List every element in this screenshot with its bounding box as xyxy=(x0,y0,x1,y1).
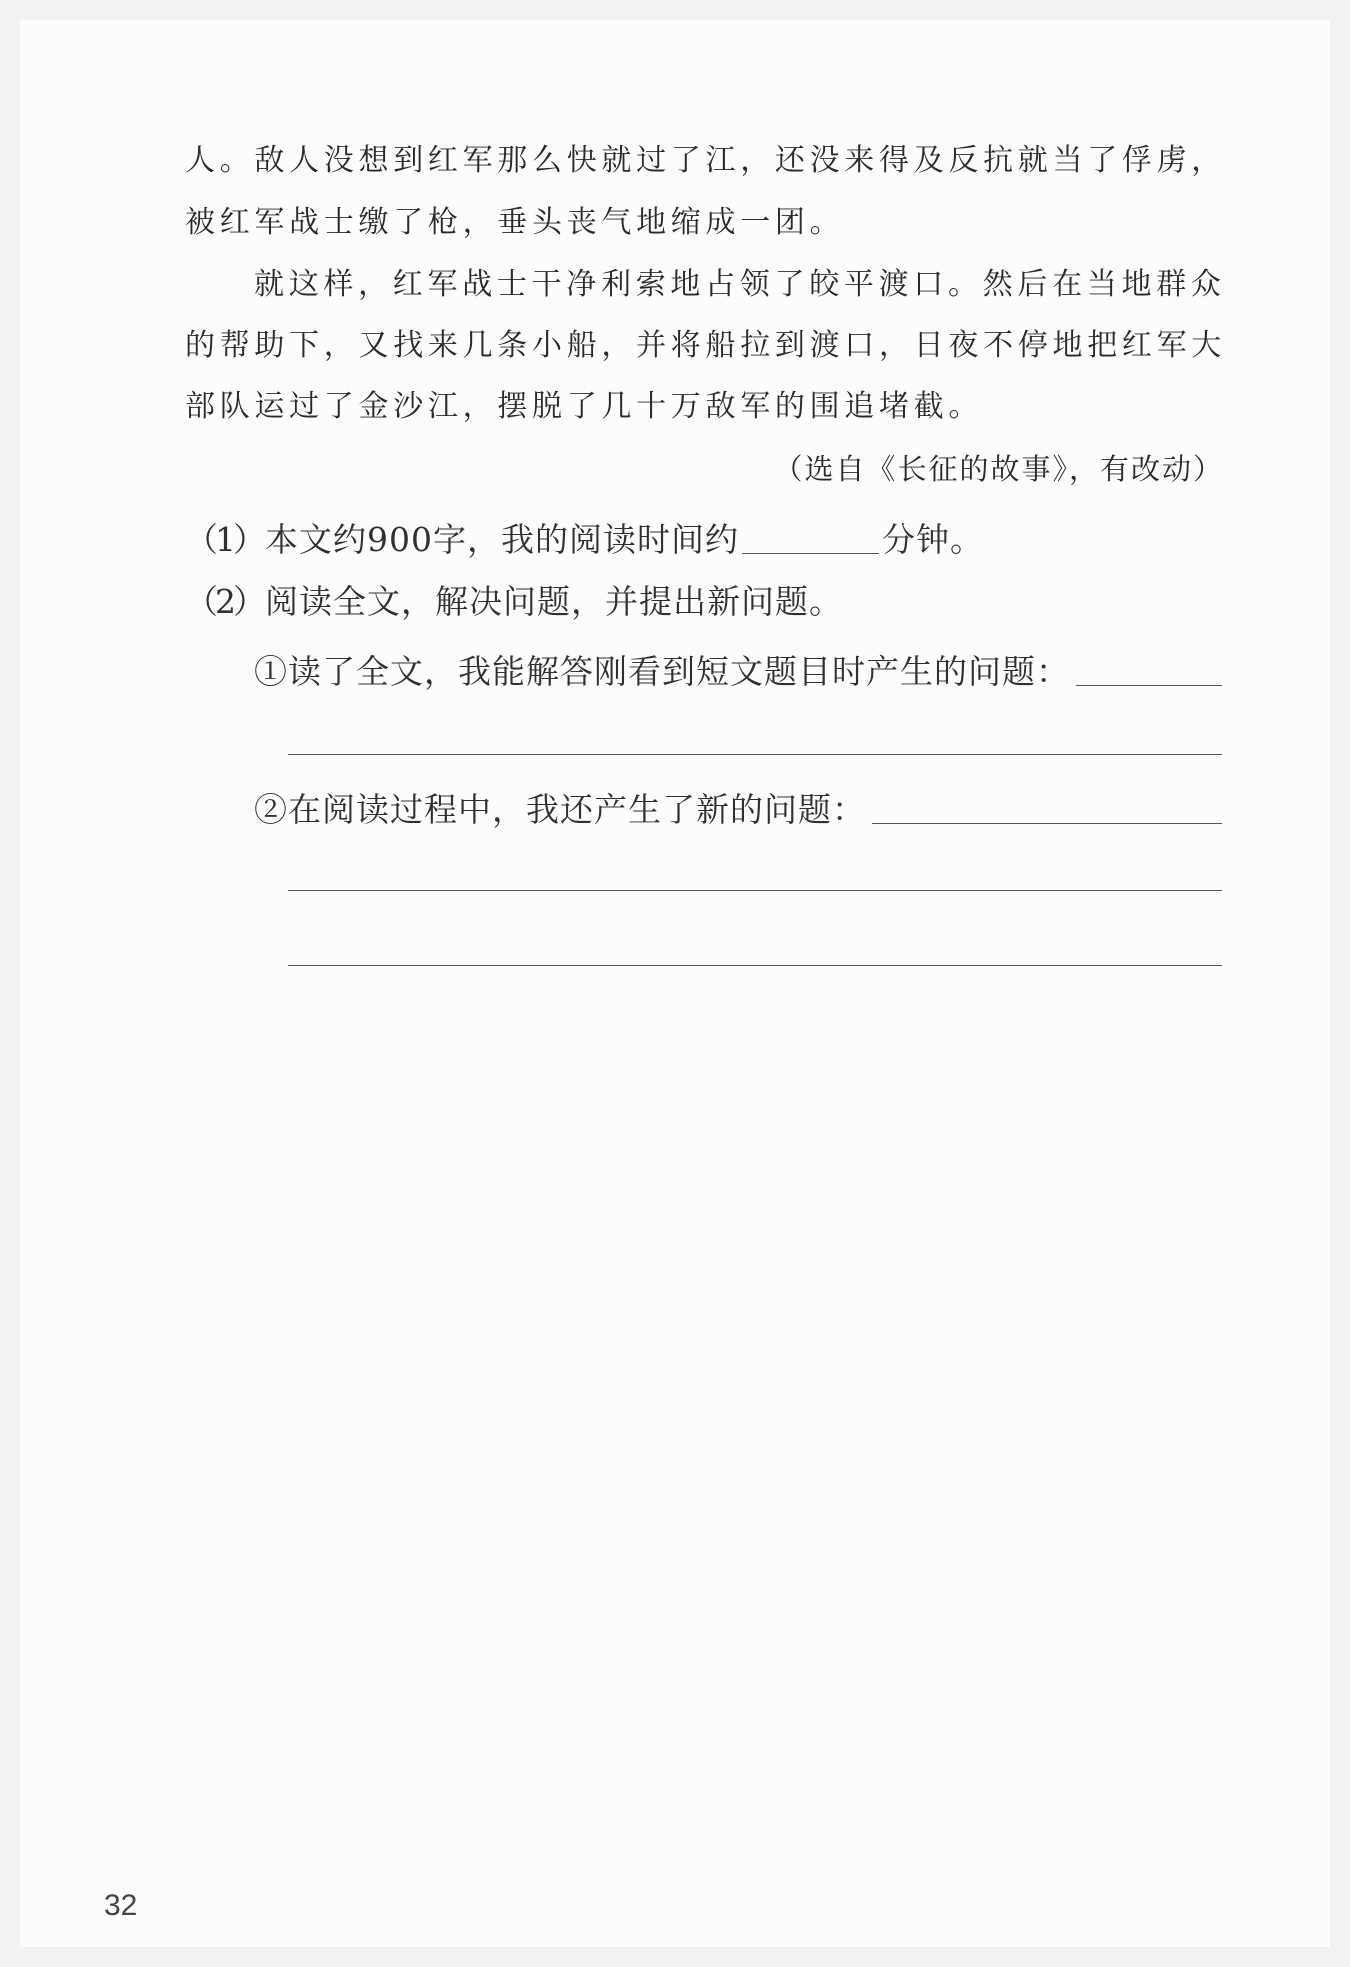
question-1 xyxy=(185,518,984,562)
sub-question-1-prompt: 读了全文，我能解答刚看到短文题目时产生的问题： xyxy=(288,652,1070,691)
passage-source: （选自《长征的故事》，有改动） xyxy=(773,452,1224,486)
passage-line: 就这样，红军战士干净利索地占领了皎平渡口。然后在当地群众 xyxy=(254,267,1226,302)
page-number: 32 xyxy=(104,1889,138,1922)
passage-line: 被红军战士缴了枪，垂头丧气地缩成一团。 xyxy=(185,205,845,240)
question-1-text-end: 分钟。 xyxy=(882,520,984,559)
passage-line: 的帮助下，又找来几条小船，并将船拉到渡口，日夜不停地把红军大 xyxy=(185,328,1226,363)
sub-question-2 xyxy=(254,788,1222,832)
sub-question-1-marker: ① xyxy=(254,652,288,691)
answer-line xyxy=(288,890,1222,891)
answer-blank xyxy=(872,823,1222,824)
question-2-number: （2） xyxy=(185,582,263,621)
passage-line: 部队运过了金沙江，摆脱了几十万敌军的围追堵截。 xyxy=(185,389,984,424)
answer-blank xyxy=(1076,685,1222,686)
reading-time-blank xyxy=(742,553,879,554)
question-2 xyxy=(185,580,843,624)
sub-question-2-text xyxy=(254,788,866,832)
answer-line xyxy=(288,754,1222,755)
answer-line xyxy=(288,965,1222,966)
sub-question-2-marker: ② xyxy=(254,790,288,829)
question-1-number: （1） xyxy=(185,520,263,559)
question-1-text: 本文约900字，我的阅读时间约 xyxy=(265,520,739,559)
passage-line: 人。敌人没想到红军那么快就过了江，还没来得及反抗就当了俘虏， xyxy=(185,143,1226,178)
sub-question-1-text xyxy=(254,650,1070,694)
question-2-text: 阅读全文，解决问题，并提出新问题。 xyxy=(265,582,843,621)
sub-question-1 xyxy=(254,650,1222,694)
sub-question-2-prompt: 在阅读过程中，我还产生了新的问题： xyxy=(288,790,866,829)
